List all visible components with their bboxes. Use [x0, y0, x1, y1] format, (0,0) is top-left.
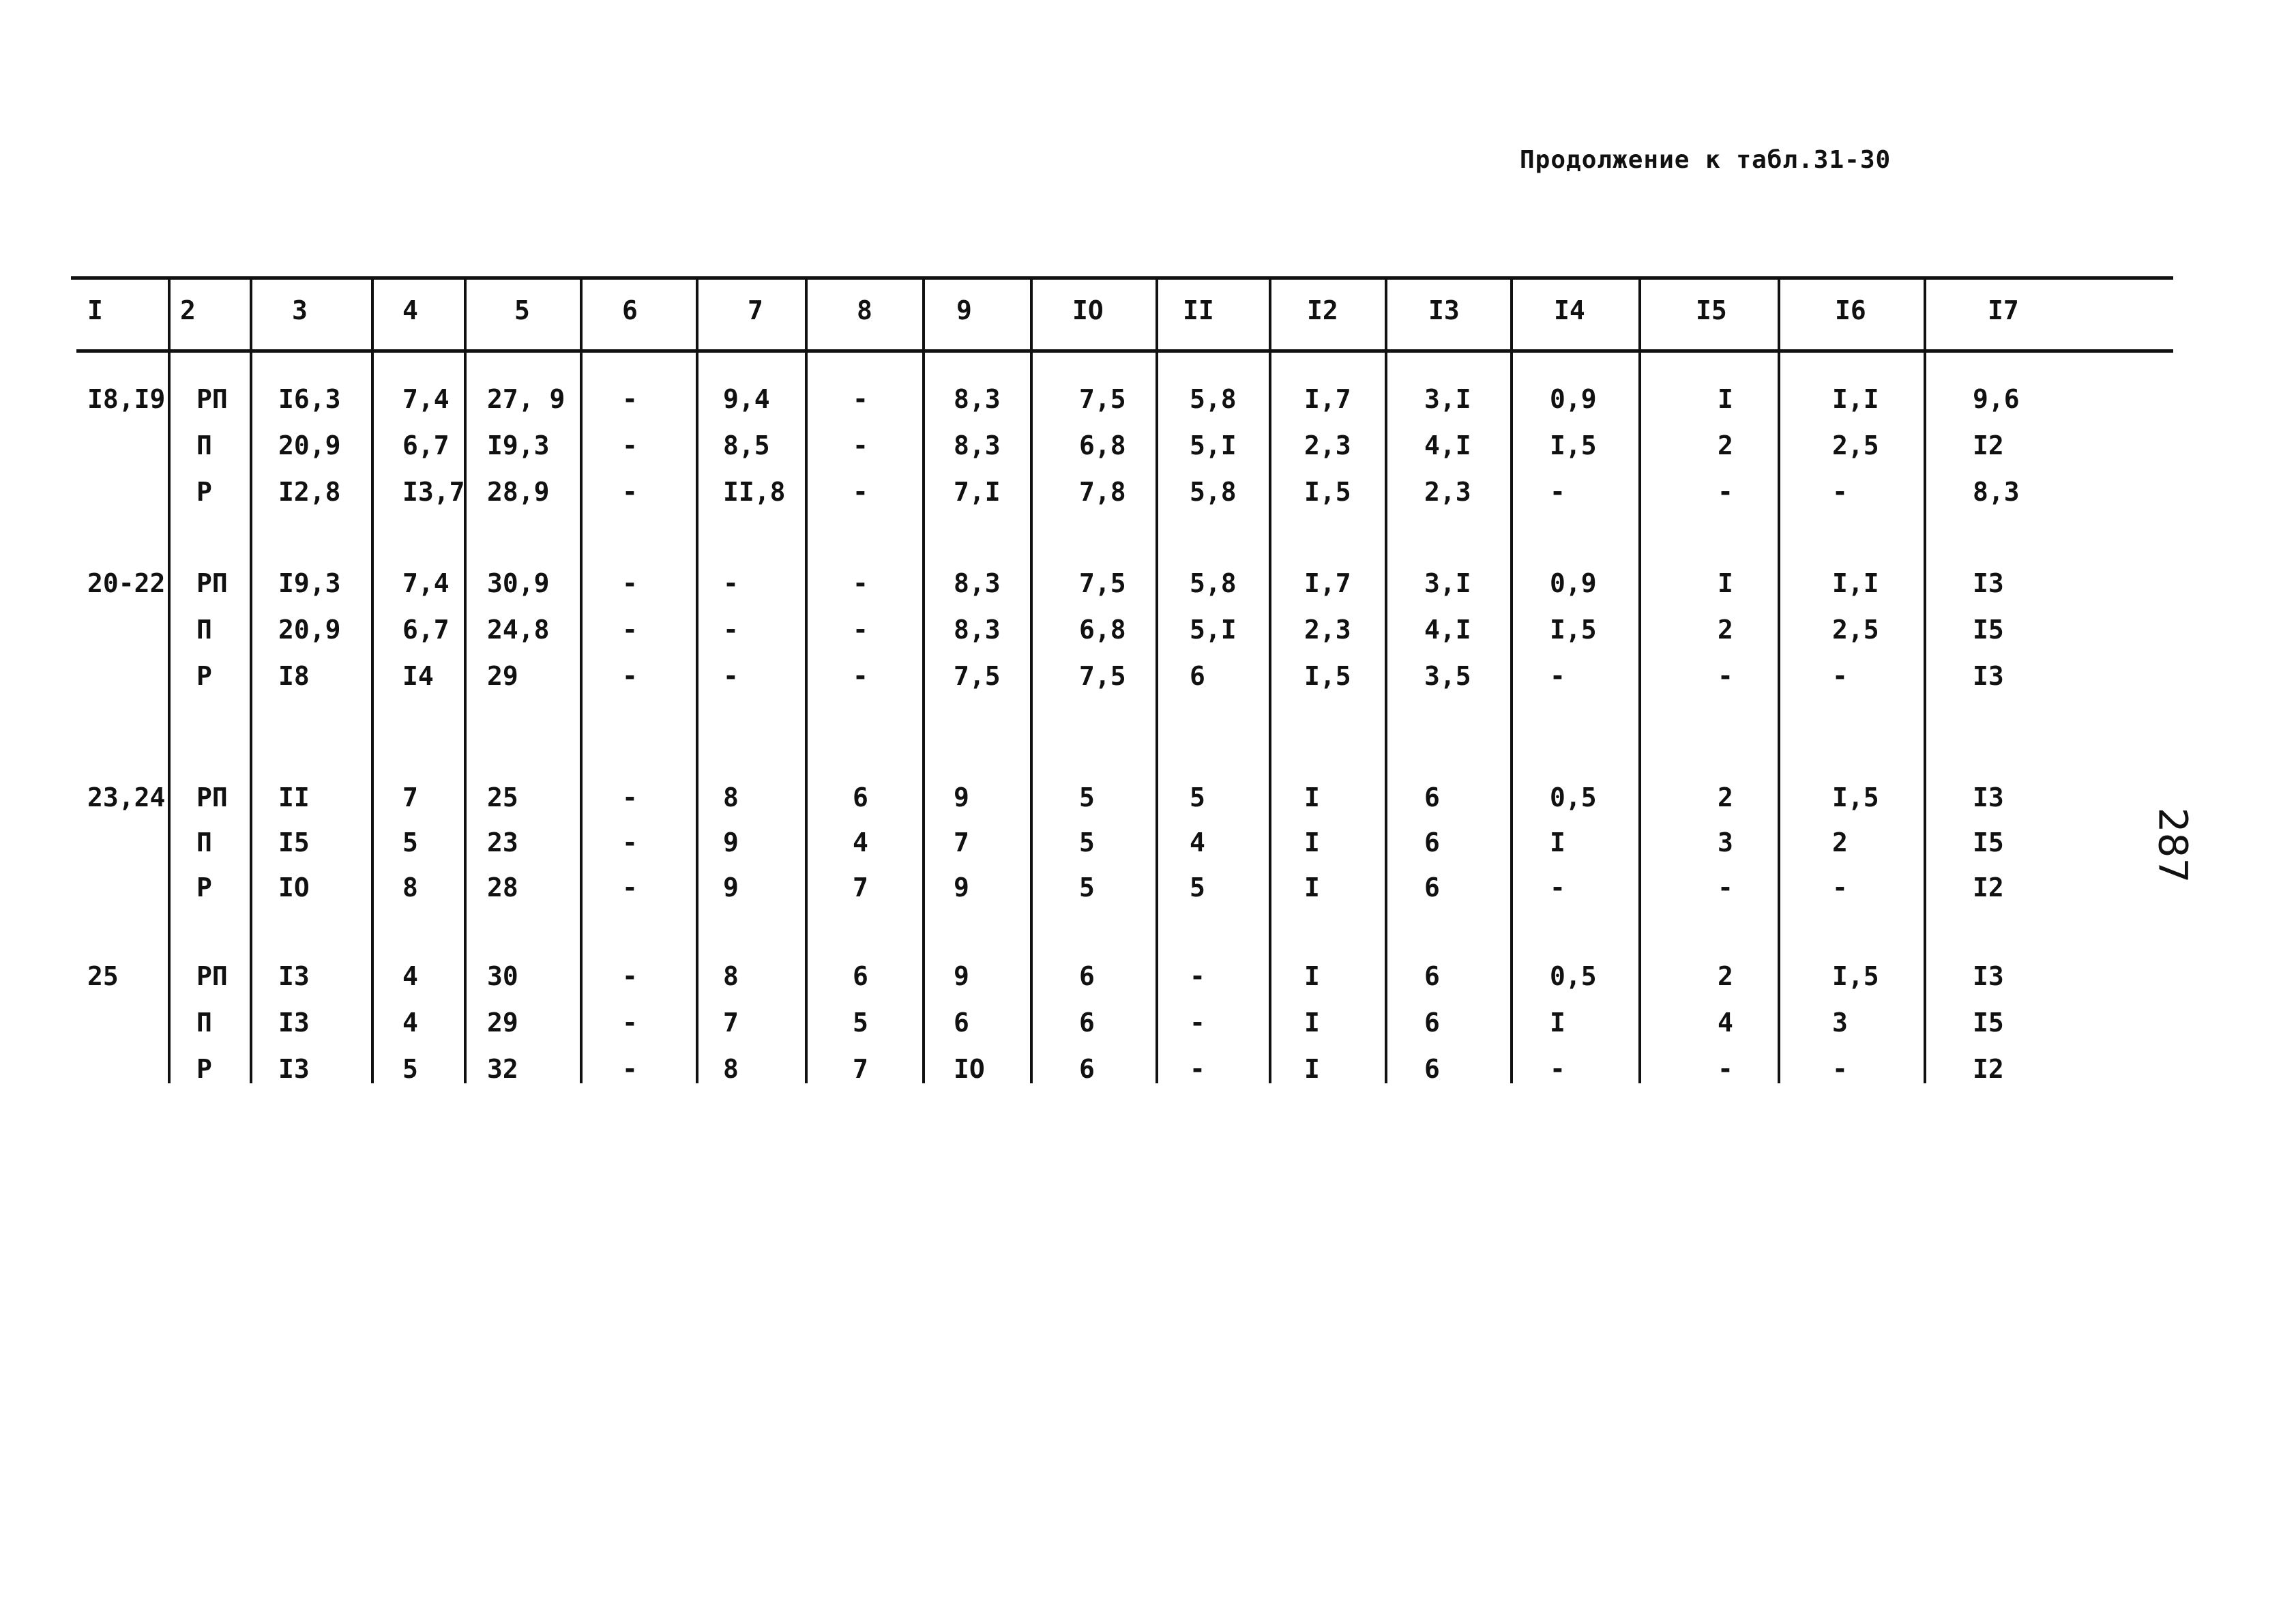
table-caption: Продолжение к табл.31-30	[1520, 146, 1892, 174]
table-cell: 6	[1079, 961, 1095, 991]
table-cell: -	[622, 961, 638, 991]
table-cell: 2,3	[1304, 430, 1351, 460]
column-header: 7	[748, 295, 763, 325]
table-cell: -	[723, 568, 739, 598]
table-cell: 4	[853, 827, 868, 858]
table-cell: I,I	[1832, 384, 1879, 414]
table-cell: 7,5	[1079, 568, 1126, 598]
table-cell: 30	[487, 961, 518, 991]
table-cell: 20,9	[278, 430, 341, 460]
table-cell: 30,9	[487, 568, 550, 598]
table-cell: 6,7	[402, 430, 450, 460]
table-cell: 9	[954, 873, 969, 903]
table-cell: 3,5	[1424, 661, 1471, 691]
table-cell: 8	[723, 782, 739, 812]
table-cell: 6	[1424, 1054, 1440, 1084]
row-type-label: Р	[196, 661, 212, 691]
table-cell: 0,5	[1550, 961, 1597, 991]
table-cell: 6	[1079, 1008, 1095, 1038]
table-cell: 6	[954, 1008, 969, 1038]
table-cell: 5,8	[1190, 384, 1237, 414]
column-divider	[1778, 278, 1780, 1083]
table-cell: I8	[278, 661, 310, 691]
column-divider	[580, 278, 583, 1083]
table-cell: I3	[1973, 661, 2004, 691]
column-header: I6	[1835, 295, 1866, 325]
table-cell: IO	[278, 873, 310, 903]
column-divider	[922, 278, 925, 1083]
column-divider	[1510, 278, 1513, 1083]
row-type-label: Р	[196, 873, 212, 903]
row-type-label: П	[196, 430, 212, 460]
table-cell: -	[1190, 961, 1205, 991]
row-type-label: П	[196, 827, 212, 858]
row-group-label: 23,24	[87, 782, 166, 812]
table-cell: I6,3	[278, 384, 341, 414]
column-header: I2	[1307, 295, 1338, 325]
table-header-rule	[76, 349, 2173, 353]
table-cell: 28	[487, 873, 518, 903]
table-cell: -	[622, 873, 638, 903]
table-cell: 9,4	[723, 384, 770, 414]
table-cell: I	[1718, 568, 1733, 598]
table-cell: -	[853, 430, 868, 460]
table-cell: I	[1304, 782, 1320, 812]
table-cell: 7,4	[402, 568, 450, 598]
table-cell: 9,6	[1973, 384, 2020, 414]
column-divider	[696, 278, 698, 1083]
table-cell: 8,3	[954, 615, 1001, 645]
table-cell: I,5	[1832, 782, 1879, 812]
table-cell: 2,3	[1424, 477, 1471, 507]
column-divider	[1385, 278, 1387, 1083]
table-cell: I5	[1973, 615, 2004, 645]
column-divider	[1269, 278, 1271, 1083]
column-divider	[371, 278, 374, 1083]
table-cell: -	[1190, 1054, 1205, 1084]
table-cell: IO	[954, 1054, 985, 1084]
table-cell: II	[278, 782, 310, 812]
table-cell: I2,8	[278, 477, 341, 507]
table-cell: 5,I	[1190, 430, 1237, 460]
table-cell: 6	[853, 961, 868, 991]
table-cell: 7,5	[1079, 661, 1126, 691]
table-cell: I	[1304, 827, 1320, 858]
column-header: 2	[180, 295, 196, 325]
table-cell: I,5	[1550, 430, 1597, 460]
table-cell: -	[1550, 1054, 1565, 1084]
column-header: 3	[292, 295, 308, 325]
column-header: 8	[857, 295, 872, 325]
table-cell: 6	[1424, 827, 1440, 858]
row-type-label: Р	[196, 1054, 212, 1084]
table-cell: -	[622, 477, 638, 507]
column-divider	[1924, 278, 1926, 1083]
table-cell: I,7	[1304, 568, 1351, 598]
table-cell: 4,I	[1424, 615, 1471, 645]
table-cell: 6,7	[402, 615, 450, 645]
table-cell: 6	[1190, 661, 1205, 691]
row-type-label: РП	[196, 961, 228, 991]
table-cell: -	[1832, 477, 1848, 507]
table-cell: I	[1718, 384, 1733, 414]
table-cell: I	[1550, 827, 1565, 858]
table-cell: 20,9	[278, 615, 341, 645]
table-cell: 4	[402, 1008, 418, 1038]
column-header: 6	[622, 295, 638, 325]
row-type-label: Р	[196, 477, 212, 507]
table-cell: -	[1718, 477, 1733, 507]
table-cell: -	[1832, 661, 1848, 691]
table-cell: 9	[954, 782, 969, 812]
table-cell: 9	[954, 961, 969, 991]
table-cell: 9	[723, 827, 739, 858]
column-header: I5	[1696, 295, 1727, 325]
column-header: I	[87, 295, 103, 325]
table-cell: 3	[1718, 827, 1733, 858]
column-divider	[168, 278, 171, 1083]
table-cell: 29	[487, 1008, 518, 1038]
table-cell: 2,5	[1832, 615, 1879, 645]
table-cell: 7,4	[402, 384, 450, 414]
table-cell: 2,3	[1304, 615, 1351, 645]
table-cell: -	[723, 661, 739, 691]
row-group-label: 20-22	[87, 568, 166, 598]
table-cell: I,5	[1304, 661, 1351, 691]
table-cell: 5	[402, 827, 418, 858]
table-cell: -	[1832, 873, 1848, 903]
table-cell: 4	[1718, 1008, 1733, 1038]
table-cell: 0,9	[1550, 384, 1597, 414]
page-number: 287	[2149, 807, 2196, 883]
table-cell: 2,5	[1832, 430, 1879, 460]
table-cell: 8	[402, 873, 418, 903]
table-cell: -	[622, 1008, 638, 1038]
column-divider	[250, 278, 252, 1083]
table-cell: I2	[1973, 873, 2004, 903]
table-cell: -	[853, 477, 868, 507]
table-cell: I5	[278, 827, 310, 858]
table-cell: -	[1718, 873, 1733, 903]
table-cell: 6	[1079, 1054, 1095, 1084]
table-cell: 6	[1424, 961, 1440, 991]
column-header: I3	[1428, 295, 1460, 325]
row-type-label: П	[196, 615, 212, 645]
table-cell: I4	[402, 661, 434, 691]
table-cell: 8,3	[954, 568, 1001, 598]
table-cell: 8	[723, 961, 739, 991]
table-cell: 32	[487, 1054, 518, 1084]
table-cell: 5,8	[1190, 477, 1237, 507]
column-header: I7	[1988, 295, 2019, 325]
table-cell: 5	[1079, 827, 1095, 858]
table-cell: I,5	[1550, 615, 1597, 645]
column-divider	[1638, 278, 1641, 1083]
table-cell: 7	[954, 827, 969, 858]
table-cell: -	[853, 661, 868, 691]
table-cell: I2	[1973, 1054, 2004, 1084]
table-cell: 27, 9	[487, 384, 565, 414]
column-header: 5	[514, 295, 530, 325]
row-group-label: I8,I9	[87, 384, 166, 414]
table-cell: 8	[723, 1054, 739, 1084]
table-cell: -	[622, 430, 638, 460]
table-cell: 5,8	[1190, 568, 1237, 598]
table-cell: I2	[1973, 430, 2004, 460]
table-cell: I	[1304, 961, 1320, 991]
row-type-label: РП	[196, 782, 228, 812]
table-cell: 24,8	[487, 615, 550, 645]
table-cell: II,8	[723, 477, 786, 507]
table-cell: 7,5	[1079, 384, 1126, 414]
table-cell: I9,3	[487, 430, 550, 460]
column-divider	[1030, 278, 1033, 1083]
table-cell: 4	[402, 961, 418, 991]
column-header: 9	[956, 295, 972, 325]
table-cell: I	[1550, 1008, 1565, 1038]
table-cell: I3	[278, 1054, 310, 1084]
table-cell: -	[1718, 1054, 1733, 1084]
table-cell: -	[1718, 661, 1733, 691]
row-type-label: РП	[196, 384, 228, 414]
table-cell: -	[1550, 661, 1565, 691]
table-cell: 7	[402, 782, 418, 812]
table-cell: -	[1550, 477, 1565, 507]
table-cell: I3	[1973, 961, 2004, 991]
table-cell: 2	[1718, 430, 1733, 460]
column-header: II	[1183, 295, 1214, 325]
table-cell: 3,I	[1424, 384, 1471, 414]
table-cell: 2	[1832, 827, 1848, 858]
table-cell: 29	[487, 661, 518, 691]
row-type-label: РП	[196, 568, 228, 598]
table-cell: I3	[1973, 568, 2004, 598]
table-cell: 8,3	[954, 430, 1001, 460]
table-cell: 5	[402, 1054, 418, 1084]
table-cell: 7	[853, 873, 868, 903]
table-cell: 5	[1190, 782, 1205, 812]
table-cell: I5	[1973, 1008, 2004, 1038]
table-cell: -	[853, 615, 868, 645]
table-cell: 25	[487, 782, 518, 812]
row-type-label: П	[196, 1008, 212, 1038]
table-top-rule	[71, 276, 2173, 280]
table-cell: -	[723, 615, 739, 645]
table-cell: I3	[1973, 782, 2004, 812]
column-divider	[805, 278, 808, 1083]
table-cell: 9	[723, 873, 739, 903]
table-cell: 7,8	[1079, 477, 1126, 507]
table-cell: 6	[853, 782, 868, 812]
table-cell: 5,I	[1190, 615, 1237, 645]
table-cell: 5	[1079, 873, 1095, 903]
table-cell: 6	[1424, 1008, 1440, 1038]
table-cell: I,5	[1832, 961, 1879, 991]
table-cell: -	[1190, 1008, 1205, 1038]
table-cell: I,5	[1304, 477, 1351, 507]
table-cell: 6,8	[1079, 615, 1126, 645]
table-cell: 6,8	[1079, 430, 1126, 460]
column-header: 4	[402, 295, 418, 325]
table-cell: 7,I	[954, 477, 1001, 507]
table-cell: 28,9	[487, 477, 550, 507]
table-cell: -	[622, 384, 638, 414]
table-cell: 0,5	[1550, 782, 1597, 812]
table-cell: I,7	[1304, 384, 1351, 414]
table-cell: -	[622, 782, 638, 812]
table-cell: 7,5	[954, 661, 1001, 691]
table-cell: -	[622, 827, 638, 858]
table-cell: I3	[278, 1008, 310, 1038]
table-cell: 3	[1832, 1008, 1848, 1038]
table-cell: I3,7	[402, 477, 465, 507]
table-cell: 4	[1190, 827, 1205, 858]
table-cell: 4,I	[1424, 430, 1471, 460]
table-cell: -	[622, 1054, 638, 1084]
column-divider	[464, 278, 467, 1083]
table-cell: -	[622, 568, 638, 598]
table-cell: I9,3	[278, 568, 341, 598]
table-cell: -	[622, 661, 638, 691]
column-divider	[1156, 278, 1158, 1083]
table-cell: 8,3	[1973, 477, 2020, 507]
table-cell: 3,I	[1424, 568, 1471, 598]
table-cell: 7	[723, 1008, 739, 1038]
table-cell: I5	[1973, 827, 2004, 858]
table-cell: 2	[1718, 782, 1733, 812]
row-group-label: 25	[87, 961, 119, 991]
table-cell: I,I	[1832, 568, 1879, 598]
table-cell: 5	[1079, 782, 1095, 812]
table-cell: 2	[1718, 961, 1733, 991]
table-cell: -	[1832, 1054, 1848, 1084]
column-header: IO	[1072, 295, 1104, 325]
table-cell: I	[1304, 873, 1320, 903]
table-cell: -	[1550, 873, 1565, 903]
table-cell: 6	[1424, 873, 1440, 903]
table-cell: 5	[853, 1008, 868, 1038]
table-cell: 5	[1190, 873, 1205, 903]
table-cell: 8,3	[954, 384, 1001, 414]
table-cell: 7	[853, 1054, 868, 1084]
column-header: I4	[1554, 295, 1585, 325]
table-cell: -	[853, 568, 868, 598]
table-cell: -	[853, 384, 868, 414]
table-cell: 8,5	[723, 430, 770, 460]
table-cell: 0,9	[1550, 568, 1597, 598]
table-cell: 23	[487, 827, 518, 858]
table-cell: 6	[1424, 782, 1440, 812]
table-cell: I	[1304, 1008, 1320, 1038]
table-cell: I3	[278, 961, 310, 991]
table-cell: -	[622, 615, 638, 645]
table-cell: I	[1304, 1054, 1320, 1084]
table-cell: 2	[1718, 615, 1733, 645]
